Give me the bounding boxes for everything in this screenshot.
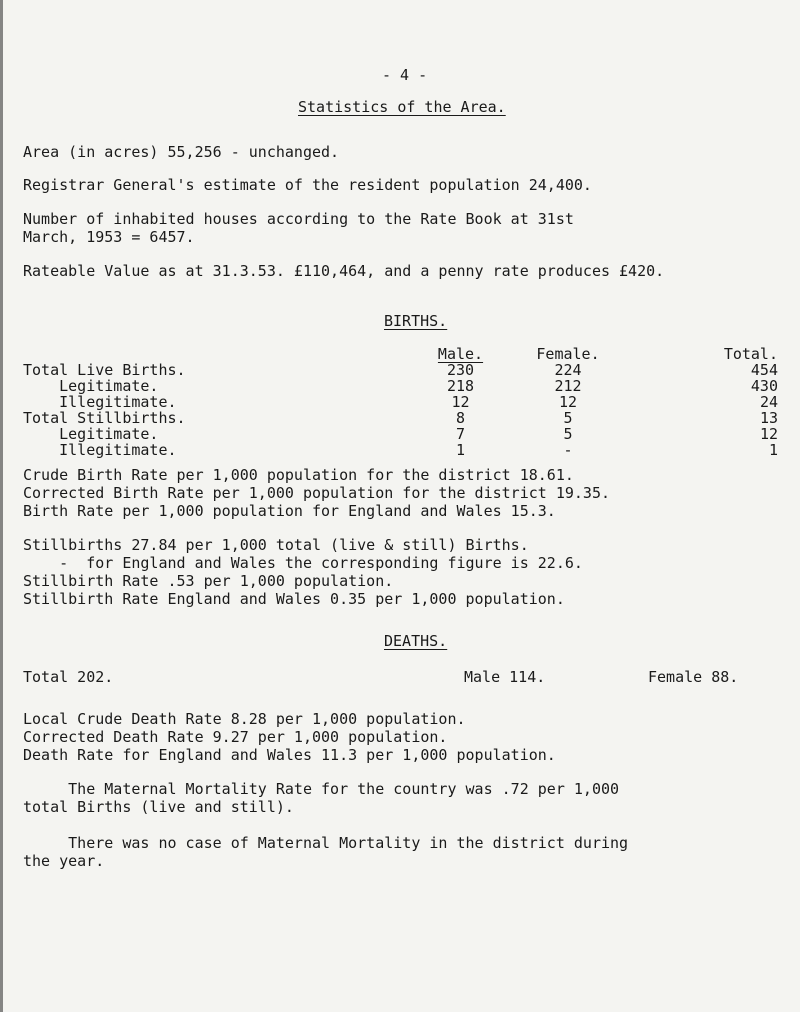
male-value: 218 — [446, 377, 475, 395]
male-value: 230 — [446, 361, 475, 379]
deaths-total: Total 202. — [23, 668, 114, 686]
row-label: Total Live Births. — [23, 361, 186, 379]
table-row — [23, 442, 778, 458]
table-row — [23, 410, 778, 426]
female-value: 224 — [554, 361, 582, 379]
stillbirth-line: Stillbirths 27.84 per 1,000 total (live & still) Births. — [23, 536, 529, 554]
total-value: 430 — [750, 377, 778, 395]
table-row — [23, 378, 778, 394]
birth-rate-line: Crude Birth Rate per 1,000 population for the district 18.61. — [23, 466, 574, 484]
birth-rate-line: Birth Rate per 1,000 population for England and Wales 15.3. — [23, 502, 556, 520]
row-label: Illegitimate. — [23, 441, 177, 459]
male-value: 7 — [455, 425, 466, 443]
table-row — [23, 394, 778, 410]
deaths-heading: DEATHS. — [384, 632, 448, 650]
col-female: Female. — [536, 345, 600, 363]
houses-line-2: March, 1953 = 6457. — [23, 228, 195, 246]
female-value: - — [563, 441, 573, 459]
no-case-line-2: the year. — [23, 852, 105, 870]
death-rate-line: Death Rate for England and Wales 11.3 per 1,000 population. — [23, 746, 556, 764]
births-table — [23, 346, 778, 458]
page-title: Statistics of the Area. — [298, 98, 506, 116]
deaths-male: Male 114. — [464, 668, 546, 686]
registrar-line: Registrar General's estimate of the resident population 24,400. — [23, 176, 592, 194]
no-case-line-1: There was no case of Maternal Mortality in the district during — [23, 834, 629, 852]
houses-line-1: Number of inhabited houses according to the Rate Book at 31st — [23, 210, 574, 228]
death-rate-line: Corrected Death Rate 9.27 per 1,000 population. — [23, 728, 448, 746]
stillbirth-line: Stillbirth Rate .53 per 1,000 population. — [23, 572, 394, 590]
page-number: - 4 - — [382, 66, 428, 84]
maternal-line-2: total Births (live and still). — [23, 798, 294, 816]
death-rate-line: Local Crude Death Rate 8.28 per 1,000 population. — [23, 710, 466, 728]
male-value: 1 — [455, 441, 466, 459]
scan-edge — [0, 0, 3, 1012]
row-label: Illegitimate. — [23, 393, 177, 411]
female-value: 212 — [554, 377, 582, 395]
female-value: 5 — [563, 409, 573, 427]
row-label: Legitimate. — [23, 377, 159, 395]
area-line: Area (in acres) 55,256 - unchanged. — [23, 143, 340, 161]
table-row — [23, 426, 778, 442]
female-value: 5 — [563, 425, 573, 443]
row-label: Legitimate. — [23, 425, 159, 443]
stillbirth-line: - for England and Wales the corresponding figure is 22.6. — [23, 554, 583, 572]
total-value: 1 — [768, 441, 778, 459]
total-value: 454 — [750, 361, 778, 379]
col-total: Total. — [723, 345, 778, 363]
row-label: Total Stillbirths. — [23, 409, 186, 427]
births-header-row — [23, 346, 778, 362]
total-value: 24 — [759, 393, 778, 411]
total-value: 13 — [759, 409, 778, 427]
deaths-female: Female 88. — [648, 668, 739, 686]
male-value: 8 — [455, 409, 466, 427]
table-row — [23, 362, 778, 378]
rateable-line: Rateable Value as at 31.3.53. £110,464, and a penny rate produces £420. — [23, 262, 665, 280]
total-value: 12 — [759, 425, 778, 443]
col-male: Male. — [437, 345, 484, 363]
births-heading: BIRTHS. — [384, 312, 448, 330]
stillbirth-line: Stillbirth Rate England and Wales 0.35 per 1,000 population. — [23, 590, 565, 608]
maternal-line-1: The Maternal Mortality Rate for the country was .72 per 1,000 — [23, 780, 620, 798]
female-value: 12 — [558, 393, 578, 411]
birth-rate-line: Corrected Birth Rate per 1,000 population for the district 19.35. — [23, 484, 610, 502]
male-value: 12 — [451, 393, 470, 411]
